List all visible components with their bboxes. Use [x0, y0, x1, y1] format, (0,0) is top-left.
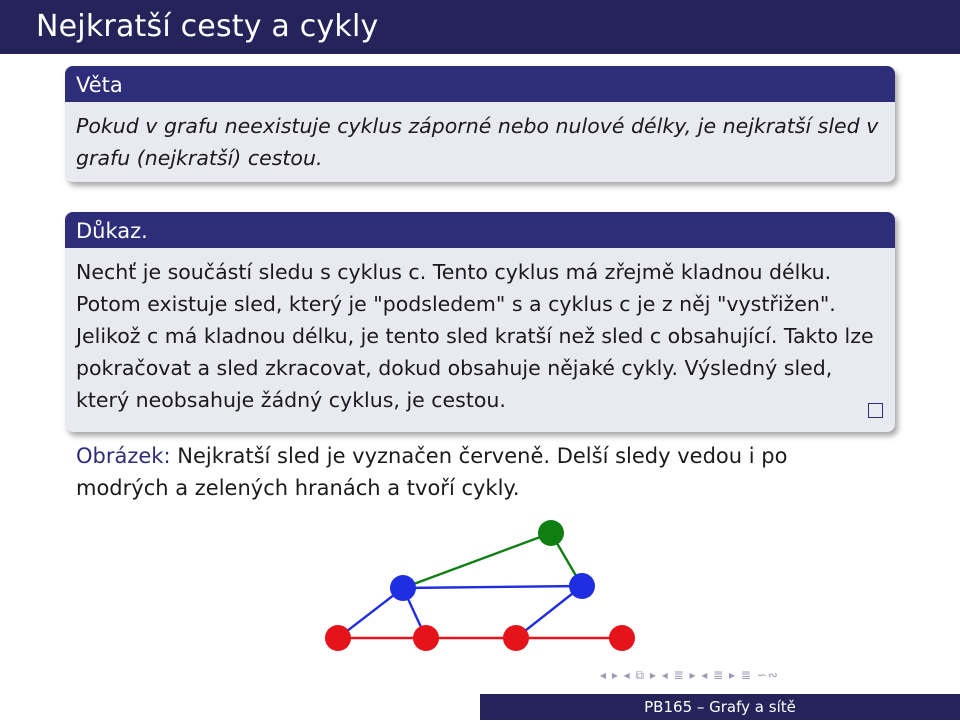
proof-heading: Důkaz. [65, 212, 895, 248]
node-b2 [569, 573, 595, 599]
node-r3 [503, 625, 529, 651]
slide-title: Nejkratší cesty a cykly [36, 9, 379, 44]
edge-b1-b2 [403, 586, 582, 588]
title-bar [0, 0, 960, 54]
node-r2 [413, 625, 439, 651]
figure-caption [76, 440, 876, 504]
beamer-navigation-icons[interactable]: ◂ ▸ ◂ ⧉ ▸ ◂ ≣ ▸ ◂ ≣ ▸ ≣ ∽∾ [600, 668, 779, 682]
graph-figure [300, 500, 660, 670]
qed-square-icon [868, 403, 883, 418]
figure-caption-text: Nejkratší sled je vyznačen červeně. Delší sledy vedou i po modrých a zelených hranách a tvoří cykly. [76, 444, 788, 500]
proof-body [65, 248, 895, 432]
node-r1 [325, 625, 351, 651]
edge-b1-g1 [403, 533, 551, 588]
node-r4 [609, 625, 635, 651]
node-b1 [390, 575, 416, 601]
proof-block [65, 212, 895, 432]
proof-text: Nechť je součástí sledu s cyklus c. Tento cyklus má zřejmě kladnou délku. Potom existuje sled, který je "podsledem" s a cyklus c je z něj "vystřižen". Jelikož c má kladnou délku, je tento sled kratší než sled c obsahující. Takto lze pokračovat a sled zkracovat, dokud obsahuje nějaké cykly. Výsledný sled, který neobsahuje žádný cyklus, je cestou. [76, 260, 874, 412]
theorem-text: Pokud v grafu neexistuje cyklus záporné nebo nulové délky, je nejkratší sled v grafu (nejkratší) cestou. [76, 114, 879, 170]
figure-label: Obrázek: [76, 444, 171, 468]
node-g1 [538, 520, 564, 546]
footer [0, 694, 960, 720]
footer-course-title: PB165 – Grafy a sítě [480, 694, 960, 720]
theorem-block [65, 66, 895, 182]
theorem-heading: Věta [65, 66, 895, 102]
